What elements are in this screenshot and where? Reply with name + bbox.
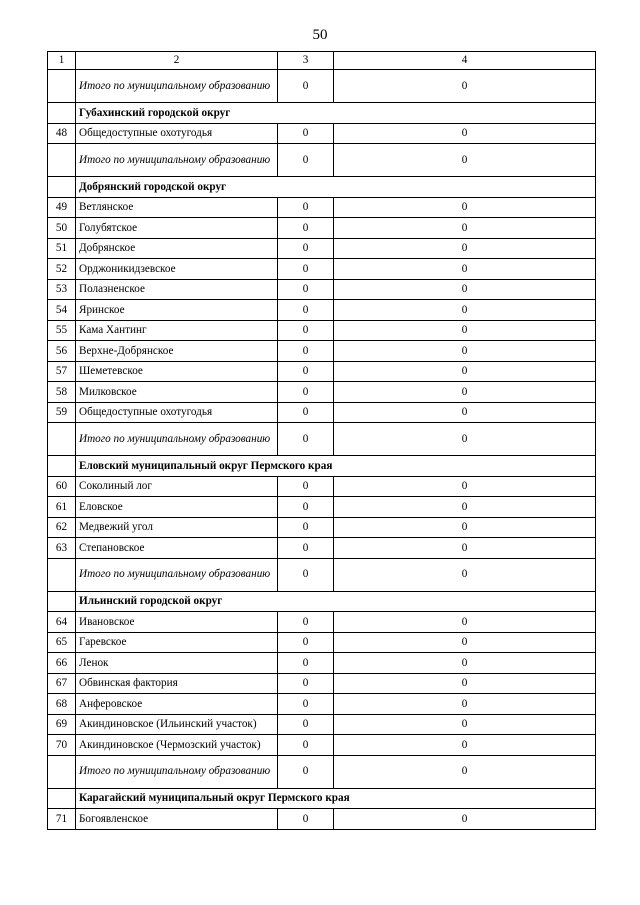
table-row	[48, 197, 596, 218]
number-cell	[48, 558, 76, 591]
number-cell: 70	[48, 735, 76, 756]
table-row	[48, 320, 596, 341]
number-cell: 52	[48, 259, 76, 280]
number-cell	[48, 456, 76, 477]
number-cell: 57	[48, 361, 76, 382]
column-4-value: 0	[334, 714, 596, 735]
total-label: Итого по муниципальному образованию	[76, 70, 278, 103]
column-3-value: 0	[278, 517, 334, 538]
column-4-value: 0	[334, 279, 596, 300]
number-cell: 50	[48, 218, 76, 239]
table-row	[48, 123, 596, 144]
column-4-value: 0	[334, 558, 596, 591]
table-row	[48, 538, 596, 559]
column-3-value: 0	[278, 320, 334, 341]
number-cell	[48, 423, 76, 456]
number-cell	[48, 177, 76, 198]
number-cell: 66	[48, 653, 76, 674]
total-row	[48, 755, 596, 788]
column-4-value: 0	[334, 259, 596, 280]
table-row	[48, 653, 596, 674]
section-header-row	[48, 456, 596, 477]
hunting-ground-name: Богоявленское	[76, 809, 278, 830]
column-3-value: 0	[278, 653, 334, 674]
number-cell: 49	[48, 197, 76, 218]
page-number: 50	[312, 27, 328, 43]
hunting-ground-name: Яринское	[76, 300, 278, 321]
section-header-row	[48, 177, 596, 198]
total-label: Итого по муниципальному образованию	[76, 755, 278, 788]
hunting-ground-name: Ленок	[76, 653, 278, 674]
number-cell: 71	[48, 809, 76, 830]
column-number-row	[48, 52, 596, 70]
total-label: Итого по муниципальному образованию	[76, 423, 278, 456]
section-title: Губахинский городской округ	[76, 103, 596, 124]
number-cell: 56	[48, 341, 76, 362]
column-3-value: 0	[278, 218, 334, 239]
column-3-value: 0	[278, 673, 334, 694]
number-cell: 54	[48, 300, 76, 321]
column-3-value: 0	[278, 341, 334, 362]
total-row	[48, 558, 596, 591]
column-4-value: 0	[334, 320, 596, 341]
column-4-value: 0	[334, 144, 596, 177]
table-row	[48, 238, 596, 259]
hunting-ground-name: Кама Хантинг	[76, 320, 278, 341]
column-4-value: 0	[334, 755, 596, 788]
hunting-ground-name: Шеметевское	[76, 361, 278, 382]
number-cell: 68	[48, 694, 76, 715]
column-4-value: 0	[334, 361, 596, 382]
column-4-value: 0	[334, 735, 596, 756]
hunting-ground-name: Голубятское	[76, 218, 278, 239]
column-3-value: 0	[278, 197, 334, 218]
table-row	[48, 809, 596, 830]
table-row	[48, 259, 596, 280]
table-row	[48, 632, 596, 653]
hunting-ground-name: Полазненское	[76, 279, 278, 300]
hunting-ground-name: Медвежий угол	[76, 517, 278, 538]
hunting-ground-name: Акиндиновское (Чермозский участок)	[76, 735, 278, 756]
number-cell: 62	[48, 517, 76, 538]
column-3-value: 0	[278, 612, 334, 633]
table-row	[48, 300, 596, 321]
table-row	[48, 497, 596, 518]
column-4-value: 0	[334, 694, 596, 715]
section-title: Ильинский городской округ	[76, 591, 596, 612]
column-3-value: 0	[278, 70, 334, 103]
column-number-1: 1	[48, 52, 76, 70]
hunting-ground-name: Гаревское	[76, 632, 278, 653]
column-number-4: 4	[334, 52, 596, 70]
total-label: Итого по муниципальному образованию	[76, 144, 278, 177]
column-4-value: 0	[334, 476, 596, 497]
column-4-value: 0	[334, 402, 596, 423]
table-row	[48, 517, 596, 538]
number-cell: 48	[48, 123, 76, 144]
column-3-value: 0	[278, 735, 334, 756]
number-cell	[48, 591, 76, 612]
number-cell: 64	[48, 612, 76, 633]
table-row	[48, 218, 596, 239]
column-3-value: 0	[278, 497, 334, 518]
number-cell: 69	[48, 714, 76, 735]
table-row	[48, 714, 596, 735]
column-4-value: 0	[334, 341, 596, 362]
section-title: Еловский муниципальный округ Пермского края	[76, 456, 596, 477]
hunting-ground-name: Соколиный лог	[76, 476, 278, 497]
column-3-value: 0	[278, 632, 334, 653]
column-3-value: 0	[278, 755, 334, 788]
total-row	[48, 423, 596, 456]
number-cell: 67	[48, 673, 76, 694]
column-3-value: 0	[278, 558, 334, 591]
table-row	[48, 402, 596, 423]
table-row	[48, 382, 596, 403]
hunting-ground-name: Верхне-Добрянское	[76, 341, 278, 362]
number-cell	[48, 144, 76, 177]
number-cell	[48, 788, 76, 809]
total-label: Итого по муниципальному образованию	[76, 558, 278, 591]
section-header-row	[48, 788, 596, 809]
column-4-value: 0	[334, 809, 596, 830]
number-cell: 59	[48, 402, 76, 423]
number-cell: 53	[48, 279, 76, 300]
number-cell: 55	[48, 320, 76, 341]
hunting-ground-name: Орджоникидзевское	[76, 259, 278, 280]
table-row	[48, 341, 596, 362]
table-row	[48, 694, 596, 715]
number-cell	[48, 755, 76, 788]
column-4-value: 0	[334, 218, 596, 239]
table-row	[48, 279, 596, 300]
number-cell: 65	[48, 632, 76, 653]
hunting-ground-name: Общедоступные охотугодья	[76, 402, 278, 423]
number-cell	[48, 103, 76, 124]
column-3-value: 0	[278, 300, 334, 321]
column-4-value: 0	[334, 70, 596, 103]
table-row	[48, 673, 596, 694]
hunting-ground-name: Степановское	[76, 538, 278, 559]
column-4-value: 0	[334, 632, 596, 653]
column-3-value: 0	[278, 423, 334, 456]
hunting-ground-name: Еловское	[76, 497, 278, 518]
column-3-value: 0	[278, 238, 334, 259]
column-3-value: 0	[278, 123, 334, 144]
column-4-value: 0	[334, 673, 596, 694]
total-row	[48, 144, 596, 177]
column-3-value: 0	[278, 259, 334, 280]
column-3-value: 0	[278, 538, 334, 559]
hunting-grounds-table	[47, 51, 596, 830]
column-4-value: 0	[334, 238, 596, 259]
number-cell: 58	[48, 382, 76, 403]
hunting-ground-name: Анферовское	[76, 694, 278, 715]
column-3-value: 0	[278, 382, 334, 403]
number-cell: 63	[48, 538, 76, 559]
hunting-ground-name: Обвинская фактория	[76, 673, 278, 694]
number-cell: 51	[48, 238, 76, 259]
column-number-3: 3	[278, 52, 334, 70]
section-header-row	[48, 591, 596, 612]
column-4-value: 0	[334, 123, 596, 144]
table-row	[48, 612, 596, 633]
column-4-value: 0	[334, 300, 596, 321]
hunting-ground-name: Ивановское	[76, 612, 278, 633]
hunting-ground-name: Акиндиновское (Ильинский участок)	[76, 714, 278, 735]
column-3-value: 0	[278, 144, 334, 177]
column-3-value: 0	[278, 279, 334, 300]
column-4-value: 0	[334, 612, 596, 633]
column-3-value: 0	[278, 402, 334, 423]
table-row	[48, 735, 596, 756]
number-cell: 60	[48, 476, 76, 497]
column-4-value: 0	[334, 653, 596, 674]
section-title: Карагайский муниципальный округ Пермского края	[76, 788, 596, 809]
hunting-ground-name: Добрянское	[76, 238, 278, 259]
number-cell: 61	[48, 497, 76, 518]
column-3-value: 0	[278, 809, 334, 830]
total-row	[48, 70, 596, 103]
column-4-value: 0	[334, 497, 596, 518]
column-3-value: 0	[278, 476, 334, 497]
column-number-2: 2	[76, 52, 278, 70]
hunting-ground-name: Общедоступные охотугодья	[76, 123, 278, 144]
column-4-value: 0	[334, 197, 596, 218]
column-3-value: 0	[278, 714, 334, 735]
column-3-value: 0	[278, 694, 334, 715]
number-cell	[48, 70, 76, 103]
column-4-value: 0	[334, 517, 596, 538]
section-header-row	[48, 103, 596, 124]
column-4-value: 0	[334, 538, 596, 559]
hunting-ground-name: Милковское	[76, 382, 278, 403]
column-3-value: 0	[278, 361, 334, 382]
hunting-ground-name: Ветлянское	[76, 197, 278, 218]
table-row	[48, 361, 596, 382]
column-4-value: 0	[334, 382, 596, 403]
table-row	[48, 476, 596, 497]
column-4-value: 0	[334, 423, 596, 456]
section-title: Добрянский городской округ	[76, 177, 596, 198]
